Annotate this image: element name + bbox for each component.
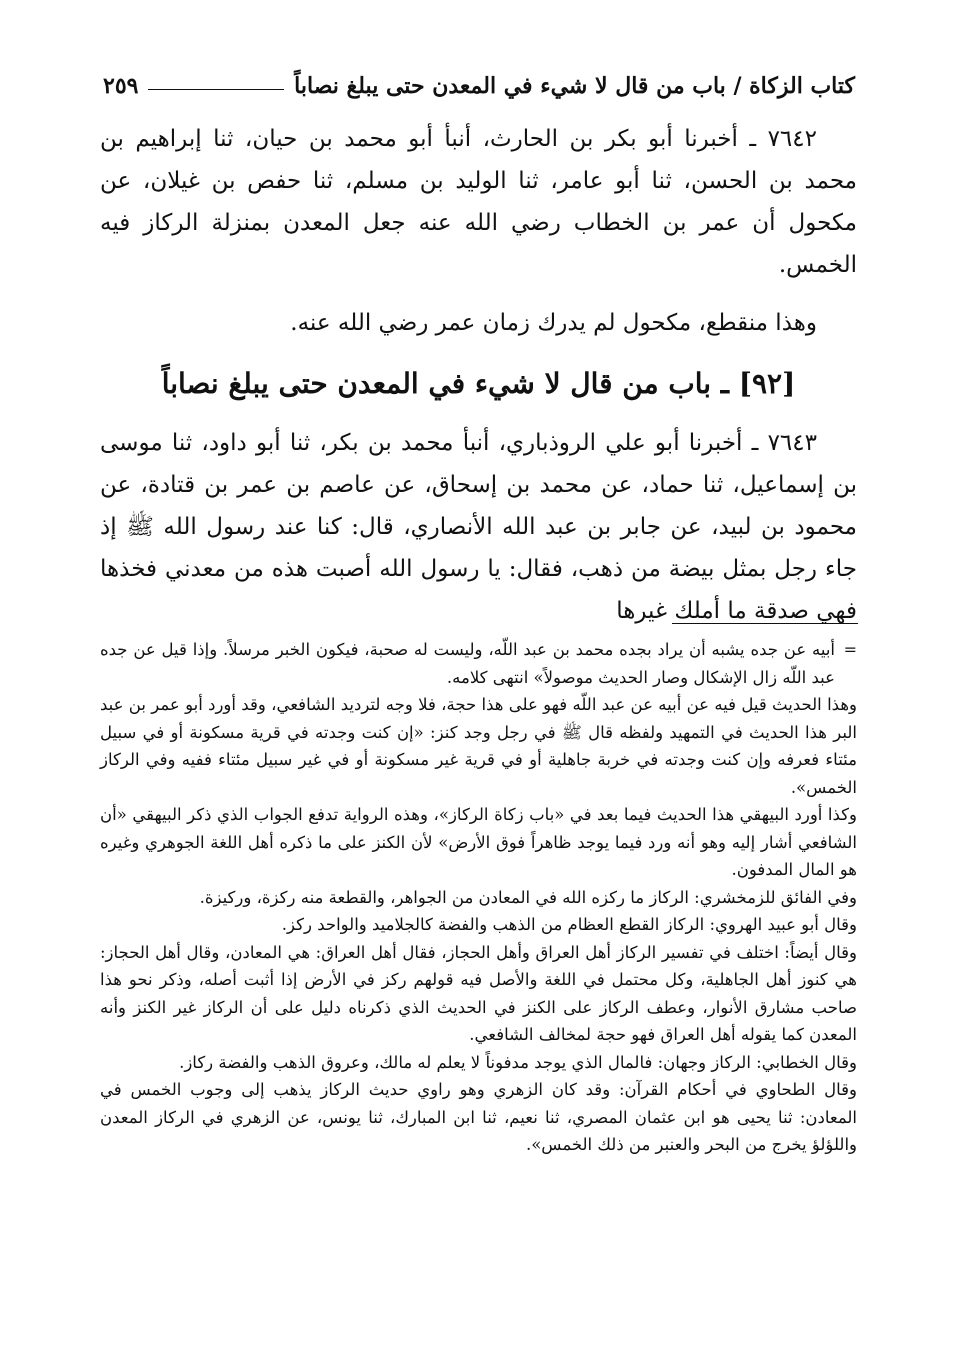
footnote-paragraph: [100, 636, 857, 691]
commentary-line: وهذا منقطع، مكحول لم يدرك زمان عمر رضي الله عنه.: [290, 310, 817, 336]
page-number: ٢٥٩: [103, 73, 139, 99]
hadith-7643: ٧٦٤٣ ـ أخبرنا أبو علي الروذباري، أنبأ محمد بن بكر، ثنا أبو داود، ثنا موسى بن إسماعيل، ثنا حماد، عن محمد بن إسحاق، عن عاصم بن عمر بن قتادة، عن محمود بن لبيد، عن جابر بن عبد الله الأنصاري، قال: كنا عند رسول الله ﷺ إذ جاء رجل بمثل بيضة من ذهب، فقال: يا رسول الله أصبت هذه من معدني فخذها فهي صدقة ما أملك غيرها: [100, 430, 857, 624]
footnotes: [100, 636, 857, 1159]
main-text: [100, 118, 857, 632]
footnote-paragraph: وقال الطحاوي في أحكام القرآن: وقد كان الزهري وهو راوي حديث الركاز يذهب إلى وجوب الخمس في المعادن: ثنا يحيى هو ابن عثمان المصري، ثنا نعيم، ثنا ابن المبارك، ثنا يونس، عن الزهري في الركاز المعدن واللؤلؤ يخرج من البحر والعنبر من ذلك الخمس».: [100, 1080, 857, 1154]
hadith-7642: ٧٦٤٢ ـ أخبرنا أبو بكر بن الحارث، أنبأ أبو محمد بن حيان، ثنا إبراهيم بن محمد بن الحسن، ثنا أبو عامر، ثنا الوليد بن مسلم، ثنا حفص بن غيلان، عن مكحول أن عمر بن الخطاب رضي الله عنه جعل المعدن بمنزلة الركاز فيه الخمس.: [100, 126, 857, 278]
footnote-paragraph: وقال الخطابي: الركاز وجهان: فالمال الذي يوجد مدفوناً لا يعلم له مالك، وعروق الذهب والفضة ركاز.: [179, 1052, 857, 1072]
footnote-paragraph: وكذا أورد البيهقي هذا الحديث فيما بعد في «باب زكاة الركاز»، وهذه الرواية تدفع الجواب الذي ذكر البيهقي «أن الشافعي أشار إليه وهو أنه ورد فيما يوجد ظاهراً فوق الأرض» لأن الكنز على ما ذكره أهل اللغة الجوهري وغيره هو المال المدفون.: [100, 805, 857, 879]
running-title: كتاب الزكاة / باب من قال لا شيء في المعدن حتى يبلغ نصاباً: [294, 73, 855, 99]
continuation-mark: =: [843, 640, 857, 659]
footnote-separator: [672, 623, 858, 624]
header-rule: [148, 89, 284, 90]
footnote-paragraph: وفي الفائق للزمخشري: الركاز ما ركزه الله في المعادن من الجواهر، والقطعة منه ركزة، وركيزة.: [199, 887, 857, 907]
footnote-paragraph: وقال أيضاً: اختلف في تفسير الركاز أهل العراق وأهل الحجاز، فقال أهل العراق: هي المعادن، وقال أهل الحجاز: هي كنوز أهل الجاهلية، وكل محتمل في اللغة والأصل فيه قولهم ركز في الأرض إذا أثبت أصله، وذكر نحو هذا صاحب مشارق الأنوار، وعطف الركاز على الكنز في الحديث الذي ذكرناه دليل على أن الركاز غير الكنز وأنه المعدن كما يقوله أهل العراق فهو حجة لمخالف الشافعي.: [100, 942, 857, 1044]
footnote-text: أبيه عن جده يشبه أن يراد بجده محمد بن عبد اللّه، وليست له صحبة، فيكون الخبر مرسلاً. وإذا قيل عن جده عبد اللّه زال الإشكال وصار الحديث موصولاً» انتهى كلامه.: [100, 640, 835, 687]
running-header: [103, 66, 855, 106]
footnote-paragraph: وهذا الحديث قيل فيه عن أبيه عن عبد اللّه فهو على هذا حجة، فلا وجه لترديد الشافعي، وقد أورد أبو عمر بن عبد البر هذا الحديث في التمهيد ولفظه قال ﷺ في رجل وجد كنز: «إن كنت وجدته في قرية مسكونة أو في سبيل مئتاء فعرفه وإن كنت وجدته في خربة جاهلية أو في قرية غير مسكونة أو في غير سبيل مئتاء ففيه وفي الركاز الخمس».: [100, 695, 857, 797]
footnote-paragraph: وقال أبو عبيد الهروي: الركاز القطع العظام من الذهب والفضة كالجلاميد والواحد ركز.: [281, 915, 857, 934]
section-heading: [٩٢] ـ باب من قال لا شيء في المعدن حتى يبلغ نصاباً: [161, 367, 796, 400]
